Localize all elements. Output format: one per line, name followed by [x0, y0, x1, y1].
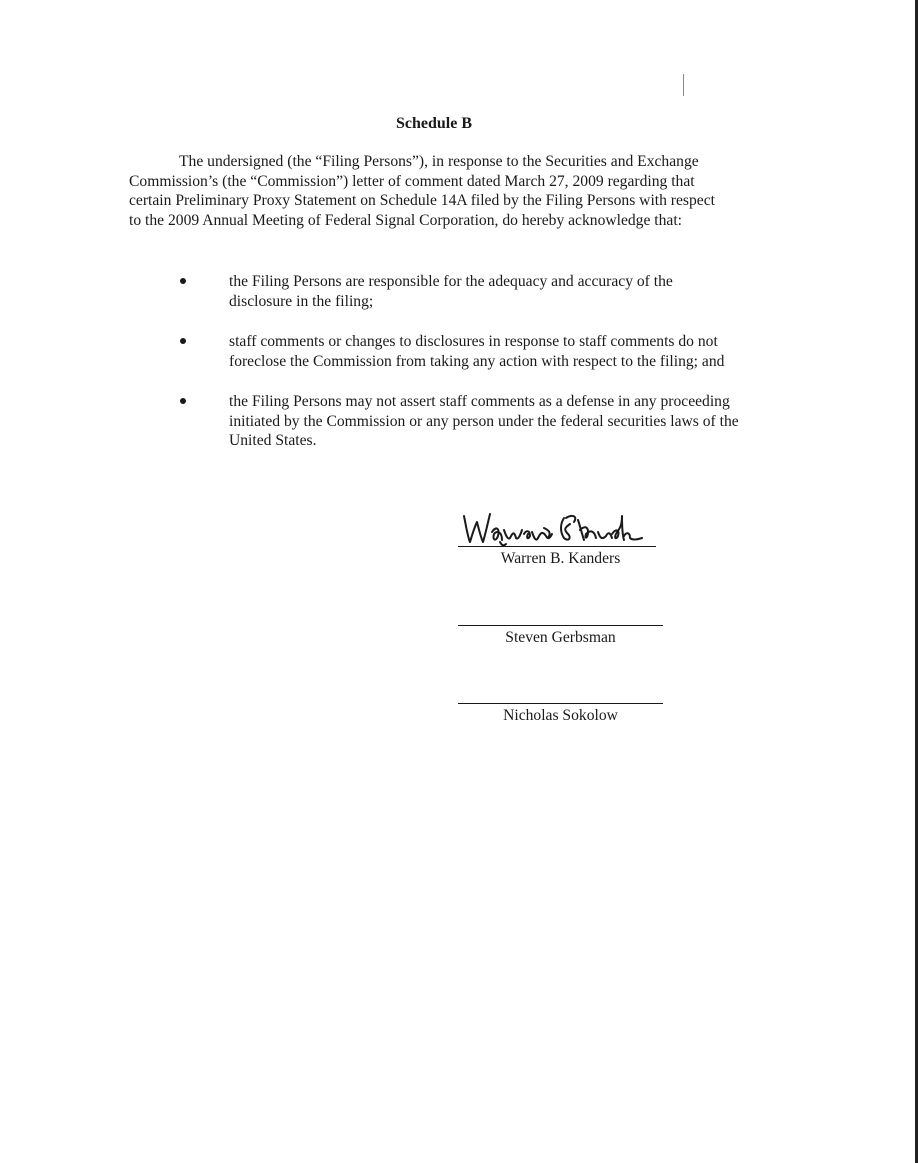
handwritten-signature	[460, 508, 660, 550]
list-item	[129, 272, 739, 311]
list-item-text: the Filing Persons may not assert staff comments as a defense in any proceeding initiated by the Commission or any person under the federal securities laws of the United States.	[229, 393, 739, 449]
bullet-icon	[180, 398, 186, 404]
signatory-name: Nicholas Sokolow	[503, 707, 618, 724]
signature-block-sokolow	[458, 703, 663, 725]
intro-paragraph: The undersigned (the “Filing Persons”), in response to the Securities and Exchange Commission’s (the “Commission”) letter of comment dated March 27, 2009 regarding that certain Preliminary Proxy Statement on Schedule 14A filed by the Filing Persons with respect to the 2009 Annual Meeting of Federal Signal Corporation, do hereby acknowledge that:	[129, 153, 715, 229]
signature-line	[458, 703, 663, 704]
list-item-text: the Filing Persons are responsible for the adequacy and accuracy of the disclosure in the filing;	[229, 273, 673, 310]
acknowledgement-list	[129, 272, 749, 472]
signature-line	[458, 625, 663, 626]
bullet-icon	[180, 338, 186, 344]
list-item	[129, 392, 739, 451]
signature-block-kanders	[458, 546, 663, 568]
scan-mark	[683, 74, 684, 96]
list-item	[129, 332, 739, 371]
bullet-icon	[180, 278, 186, 284]
signature-block-gerbsman	[458, 625, 663, 647]
document-title: Schedule B	[395, 115, 472, 132]
signature-line	[458, 546, 656, 547]
signatory-name: Warren B. Kanders	[500, 550, 621, 567]
signatory-name: Steven Gerbsman	[505, 629, 616, 646]
list-item-text: staff comments or changes to disclosures in response to staff comments do not foreclose the Commission from taking any action with respect to the filing; and	[229, 333, 725, 370]
